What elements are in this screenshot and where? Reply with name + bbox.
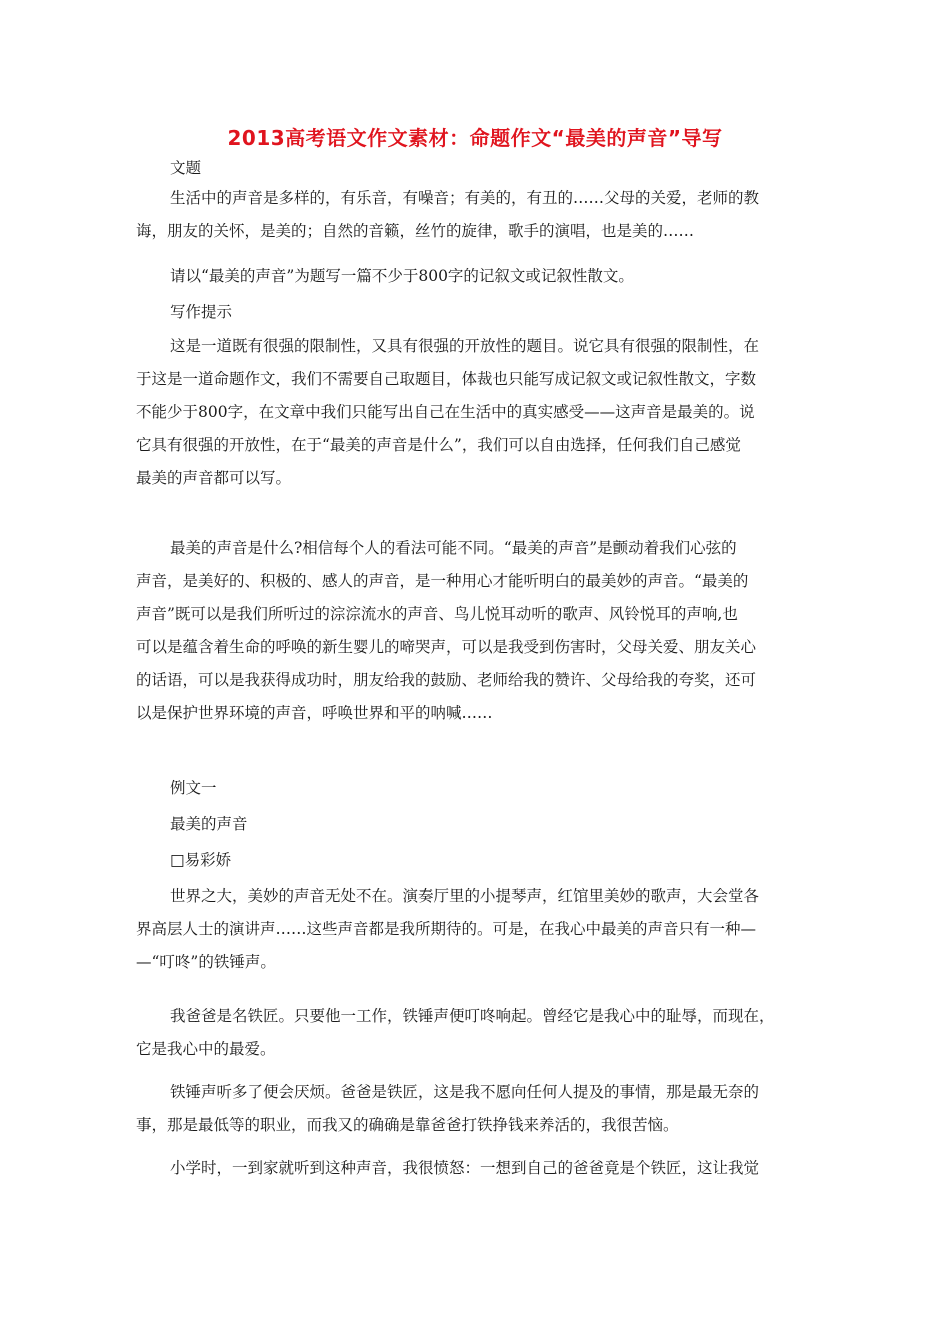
section-heading-topic: 文题	[170, 159, 202, 177]
document-title: 2013高考语文作文素材：命题作文“最美的声音”导写	[227, 126, 723, 150]
paragraph-line: 最美的声音都可以写。	[136, 469, 292, 487]
paragraph-line: 它是我心中的最爱。	[136, 1040, 276, 1058]
paragraph-line: 我爸爸是名铁匠。只要他一工作，铁锤声便叮咚响起。曾经它是我心中的耻辱，而现在，	[170, 1007, 775, 1025]
paragraph-line: 声音”既可以是我们所听过的淙淙流水的声音、鸟儿悦耳动听的歌声、风铃悦耳的声响,也	[136, 605, 738, 623]
paragraph-line: —“叮咚”的铁锤声。	[136, 953, 276, 971]
paragraph-line: 它具有很强的开放性，在于“最美的声音是什么”，我们可以自由选择，任何我们自己感觉	[136, 436, 741, 454]
paragraph-line: 铁锤声听多了便会厌烦。爸爸是铁匠，这是我不愿向任何人提及的事情，那是最无奈的	[170, 1083, 760, 1101]
paragraph-line: 以是保护世界环境的声音，呼唤世界和平的呐喊……	[136, 704, 493, 722]
essay-title: 最美的声音	[170, 815, 248, 833]
paragraph-line: 事，那是最低等的职业，而我又的确确是靠爸爸打铁挣钱来养活的，我很苦恼。	[136, 1116, 679, 1134]
paragraph-line: 的话语，可以是我获得成功时，朋友给我的鼓励、老师给我的赞许、父母给我的夸奖，还可	[136, 671, 757, 689]
paragraph-line: 这是一道既有很强的限制性，又具有很强的开放性的题目。说它具有很强的限制性，在	[170, 337, 760, 355]
paragraph-line: 不能少于800字，在文章中我们只能写出自己在生活中的真实感受——这声音是最美的。说	[136, 403, 755, 421]
paragraph-line: 界高层人士的演讲声……这些声音都是我所期待的。可是，在我心中最美的声音只有一种—	[136, 920, 757, 938]
paragraph-line: 小学时，一到家就听到这种声音，我很愤怒：一想到自己的爸爸竟是个铁匠，这让我觉	[170, 1159, 760, 1177]
section-heading-tips: 写作提示	[170, 303, 233, 321]
paragraph-line: 世界之大，美妙的声音无处不在。演奏厅里的小提琴声，红馆里美妙的歌声，大会堂各	[170, 887, 760, 905]
essay-author: □易彩娇	[170, 851, 232, 869]
paragraph-line: 可以是蕴含着生命的呼唤的新生婴儿的啼哭声，可以是我受到伤害时，父母关爱、朋友关心	[136, 638, 757, 656]
paragraph-line: 最美的声音是什么?相信每个人的看法可能不同。“最美的声音”是颤动着我们心弦的	[170, 539, 737, 557]
paragraph-line: 请以“最美的声音”为题写一篇不少于800字的记叙文或记叙性散文。	[170, 267, 634, 285]
paragraph-line: 声音，是美好的、积极的、感人的声音，是一种用心才能听明白的最美妙的声音。“最美的	[136, 572, 749, 590]
paragraph-line: 诲，朋友的关怀，是美的；自然的音籁，丝竹的旋律，歌手的演唱，也是美的……	[136, 222, 695, 240]
paragraph-line: 于这是一道命题作文，我们不需要自己取题目，体裁也只能写成记叙文或记叙性散文，字数	[136, 370, 757, 388]
paragraph-line: 生活中的声音是多样的，有乐音，有噪音；有美的，有丑的……父母的关爱，老师的教	[170, 189, 760, 207]
section-heading-example: 例文一	[170, 779, 217, 797]
